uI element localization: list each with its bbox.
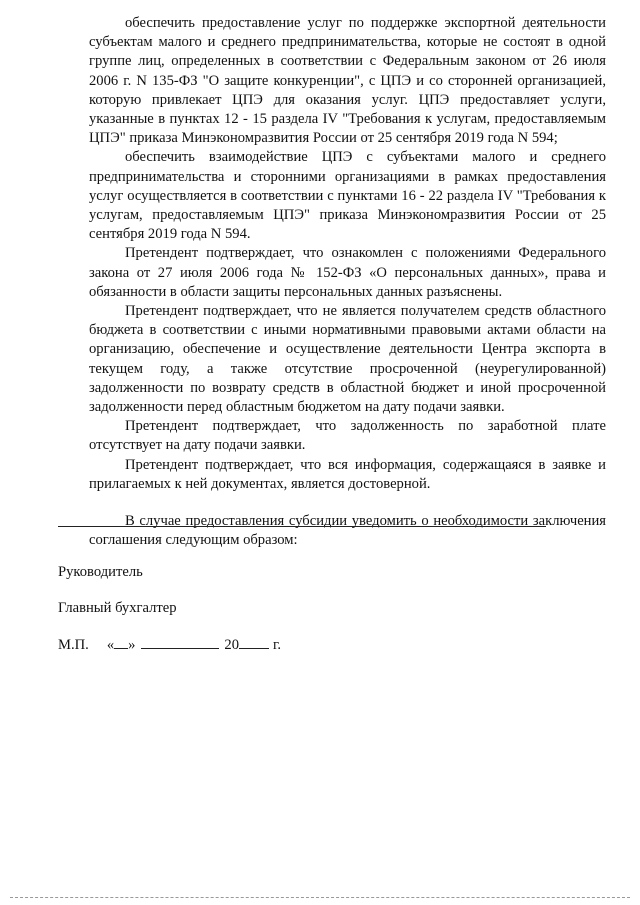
document-body [89, 14, 606, 550]
stamp-date-line [58, 634, 281, 655]
close-quote: » [128, 637, 136, 653]
paragraph-export-services: обеспечить предоставление услуг по поддержке экспортной деятельности субъектам малого и среднего предпринимательства, которые не состоят в одной группе лиц, определенных в соответствии с Федеральным законом от 26 июля 2006 г. N 135-ФЗ "О защите конкуренции", с ЦПЭ и со сторонней организацией, которую привлекает ЦПЭ для оказания услуг. ЦПЭ предоставляет услуги, указанные в пунктах 12 - 15 раздела IV "Требования к услугам, предоставляемым ЦПЭ" приказа Минэкономразвития России от 25 сентября 2019 года N 594; [89, 15, 606, 147]
director-label: Руководитель [58, 564, 143, 580]
paragraph-notification: В случае предоставления субсидии уведомить о необходимости заключения соглашения следующим образом: [89, 513, 606, 549]
notification-fill-line [58, 526, 546, 527]
chief-accountant-label: Главный бухгалтер [58, 600, 177, 616]
paragraph-personal-data: Претендент подтверждает, что ознакомлен с положениями Федерального закона от 27 июля 2006 года № 152-ФЗ «О персональных данных», права и обязанности в области защиты персональных данных разъяснены. [89, 245, 606, 300]
paragraph-budget-debt: Претендент подтверждает, что не является получателем средств областного бюджета в соответствии с иными нормативными правовыми актами области на организацию, обеспечение и осуществление деятельности Центра экспорта в текущем году, а также отсутствие просроченной (неурегулированной) задолженности по возврату средств в областной бюджет и иной просроченной задолженности перед областным бюджетом на дату подачи заявки. [89, 303, 606, 416]
month-blank [141, 634, 219, 649]
paragraph-information-accuracy: Претендент подтверждает, что вся информация, содержащаяся в заявке и прилагаемых к ней документах, является достоверной. [89, 456, 606, 492]
paragraph-interaction: обеспечить взаимодействие ЦПЭ с субъектами малого и среднего предпринимательства и сторонними организациями в рамках предоставления услуг осуществляется в соответствии с пунктами 16 - 22 раздела IV "Требования к услугам, предоставляемым ЦПЭ" приказа Минэкономразвития России от 25 сентября 2019 года N 594. [89, 149, 606, 243]
year-blank [239, 634, 269, 649]
stamp-label: М.П. [58, 637, 89, 653]
year-prefix: 20 [224, 637, 239, 653]
year-suffix: г. [273, 637, 281, 653]
page-bottom-edge [10, 897, 630, 898]
day-blank [114, 634, 128, 649]
paragraph-salary-debt: Претендент подтверждает, что задолженность по заработной плате отсутствует на дату подачи заявки. [89, 418, 606, 454]
open-quote: « [106, 637, 115, 653]
